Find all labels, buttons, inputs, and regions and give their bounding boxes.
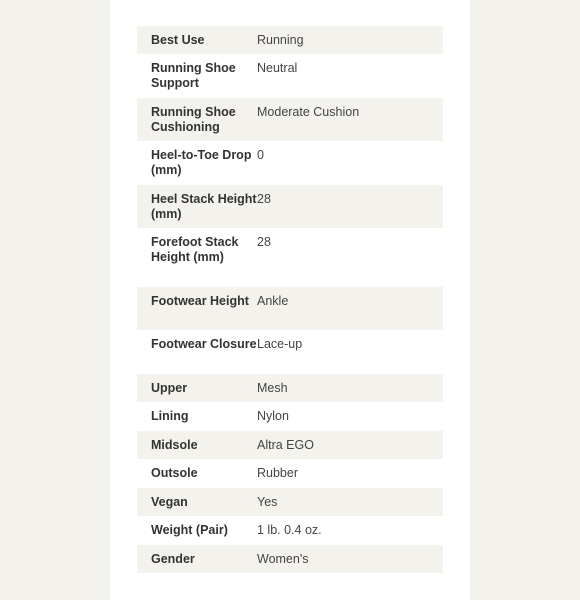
spec-label: Gender xyxy=(151,552,195,566)
spec-label: Outsole xyxy=(151,466,198,480)
spec-row-best-use xyxy=(137,26,443,54)
spec-row-weight xyxy=(137,516,443,545)
spec-value: Mesh xyxy=(257,381,288,395)
spec-label: Footwear Height xyxy=(151,294,249,308)
spec-value: Altra EGO xyxy=(257,438,314,452)
spec-value: Lace-up xyxy=(257,337,303,351)
spec-label: Vegan xyxy=(151,495,188,509)
spec-value: 1 lb. 0.4 oz. xyxy=(257,523,322,537)
spec-label: Weight (Pair) xyxy=(151,523,228,537)
spec-value: Women's xyxy=(257,552,309,566)
spec-value: Rubber xyxy=(257,466,298,480)
spec-row-cushioning xyxy=(137,98,443,141)
spec-row-forefoot-stack xyxy=(137,228,443,287)
spec-value: Neutral xyxy=(257,61,298,75)
spec-row-footwear-height xyxy=(137,287,443,330)
spec-row-support xyxy=(137,54,443,98)
spec-value: Nylon xyxy=(257,409,289,423)
spec-value: Running xyxy=(257,33,304,47)
spec-label: Running Shoe Cushioning xyxy=(151,105,236,134)
spec-row-heel-stack xyxy=(137,185,443,228)
spec-value: 28 xyxy=(257,192,271,206)
spec-label: Best Use xyxy=(151,33,205,47)
spec-label: Heel Stack Height (mm) xyxy=(151,192,257,221)
spec-value: 28 xyxy=(257,235,271,249)
spec-value: Yes xyxy=(257,495,278,509)
section-title xyxy=(137,0,253,2)
spec-value: 0 xyxy=(257,148,264,162)
spec-value: Ankle xyxy=(257,294,289,308)
spec-row-gender xyxy=(137,545,443,573)
spec-row-vegan xyxy=(137,488,443,516)
specs-table xyxy=(137,26,443,573)
spec-label: Footwear Closure xyxy=(151,337,257,351)
specs-card xyxy=(110,0,470,600)
spec-value: Moderate Cushion xyxy=(257,105,360,119)
spec-label: Midsole xyxy=(151,438,198,452)
spec-label: Upper xyxy=(151,381,188,395)
spec-label: Lining xyxy=(151,409,189,423)
spec-label: Forefoot Stack Height (mm) xyxy=(151,235,239,264)
spec-row-midsole xyxy=(137,431,443,459)
spec-row-closure xyxy=(137,330,443,374)
spec-row-upper xyxy=(137,374,443,402)
spec-row-outsole xyxy=(137,459,443,488)
spec-label: Running Shoe Support xyxy=(151,61,236,90)
spec-row-drop xyxy=(137,141,443,185)
spec-label: Heel-to-Toe Drop (mm) xyxy=(151,148,252,177)
spec-row-lining xyxy=(137,402,443,431)
